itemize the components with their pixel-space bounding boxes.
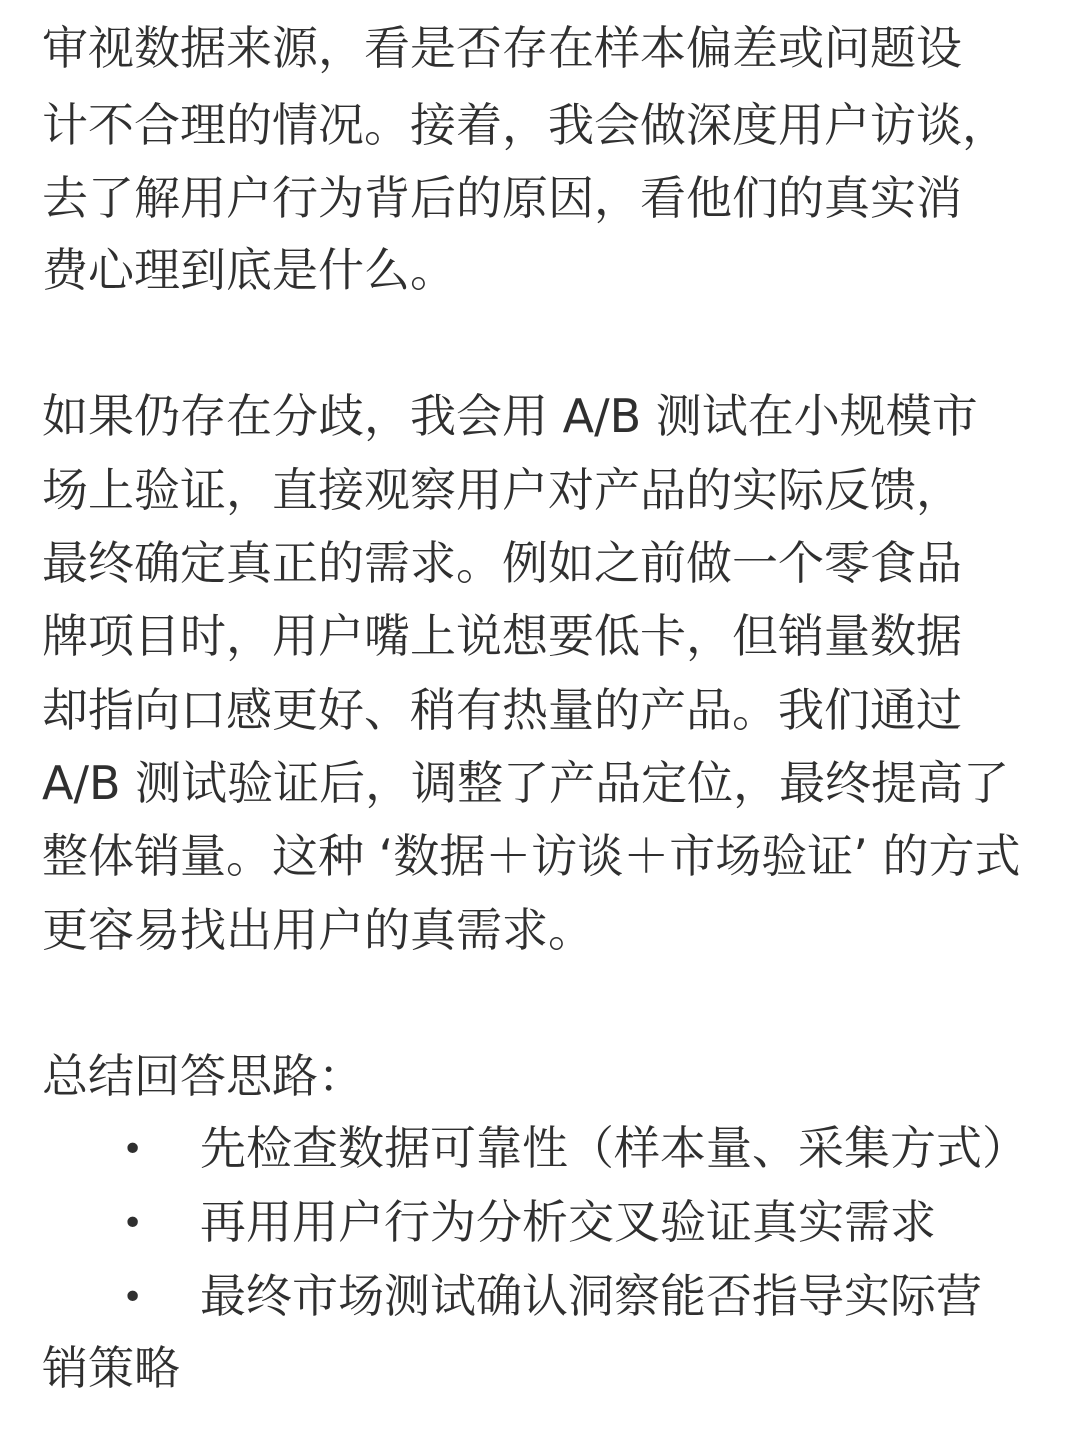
paragraph-2-line: 牌项目时，用户嘴上说想要低卡，但销量数据: [42, 609, 962, 663]
paragraph-1-line: 审视数据来源，看是否存在样本偏差或问题设: [42, 21, 962, 75]
paragraph-2-line: 如果仍存在分歧，我会用 A/B 测试在小规模市: [42, 389, 978, 443]
summary-list-item: 先检查数据可靠性（样本量、采集方式）: [200, 1121, 1028, 1175]
bullet-dot: •: [122, 1129, 144, 1170]
paragraph-2-line: 最终确定真正的需求。例如之前做一个零食品: [42, 536, 962, 590]
summary-heading: 总结回答思路：: [42, 1049, 364, 1103]
bullet-dot: •: [122, 1277, 144, 1318]
paragraph-1-line: 计不合理的情况。接着，我会做深度用户访谈，: [42, 98, 1008, 152]
paragraph-1-line: 费心理到底是什么。: [42, 243, 456, 297]
summary-list-item: 最终市场测试确认洞察能否指导实际营: [200, 1269, 982, 1323]
paragraph-2-line: 却指向口感更好、稍有热量的产品。我们通过: [42, 683, 962, 737]
paragraph-2-line: A/B 测试验证后，调整了产品定位，最终提高了: [42, 756, 1010, 810]
paragraph-2-line: 更容易找出用户的真需求。: [42, 903, 594, 957]
paragraph-2-line: 整体销量。这种 ‘数据＋访谈＋市场验证’ 的方式: [42, 829, 1021, 883]
summary-list-item: 再用用户行为分析交叉验证真实需求: [200, 1195, 936, 1249]
paragraph-1-line: 去了解用户行为背后的原因，看他们的真实消: [42, 171, 962, 225]
bullet-dot: •: [122, 1203, 144, 1244]
summary-continuation: 销策略: [42, 1341, 180, 1395]
paragraph-2-line: 场上验证，直接观察用户对产品的实际反馈，: [42, 463, 962, 517]
